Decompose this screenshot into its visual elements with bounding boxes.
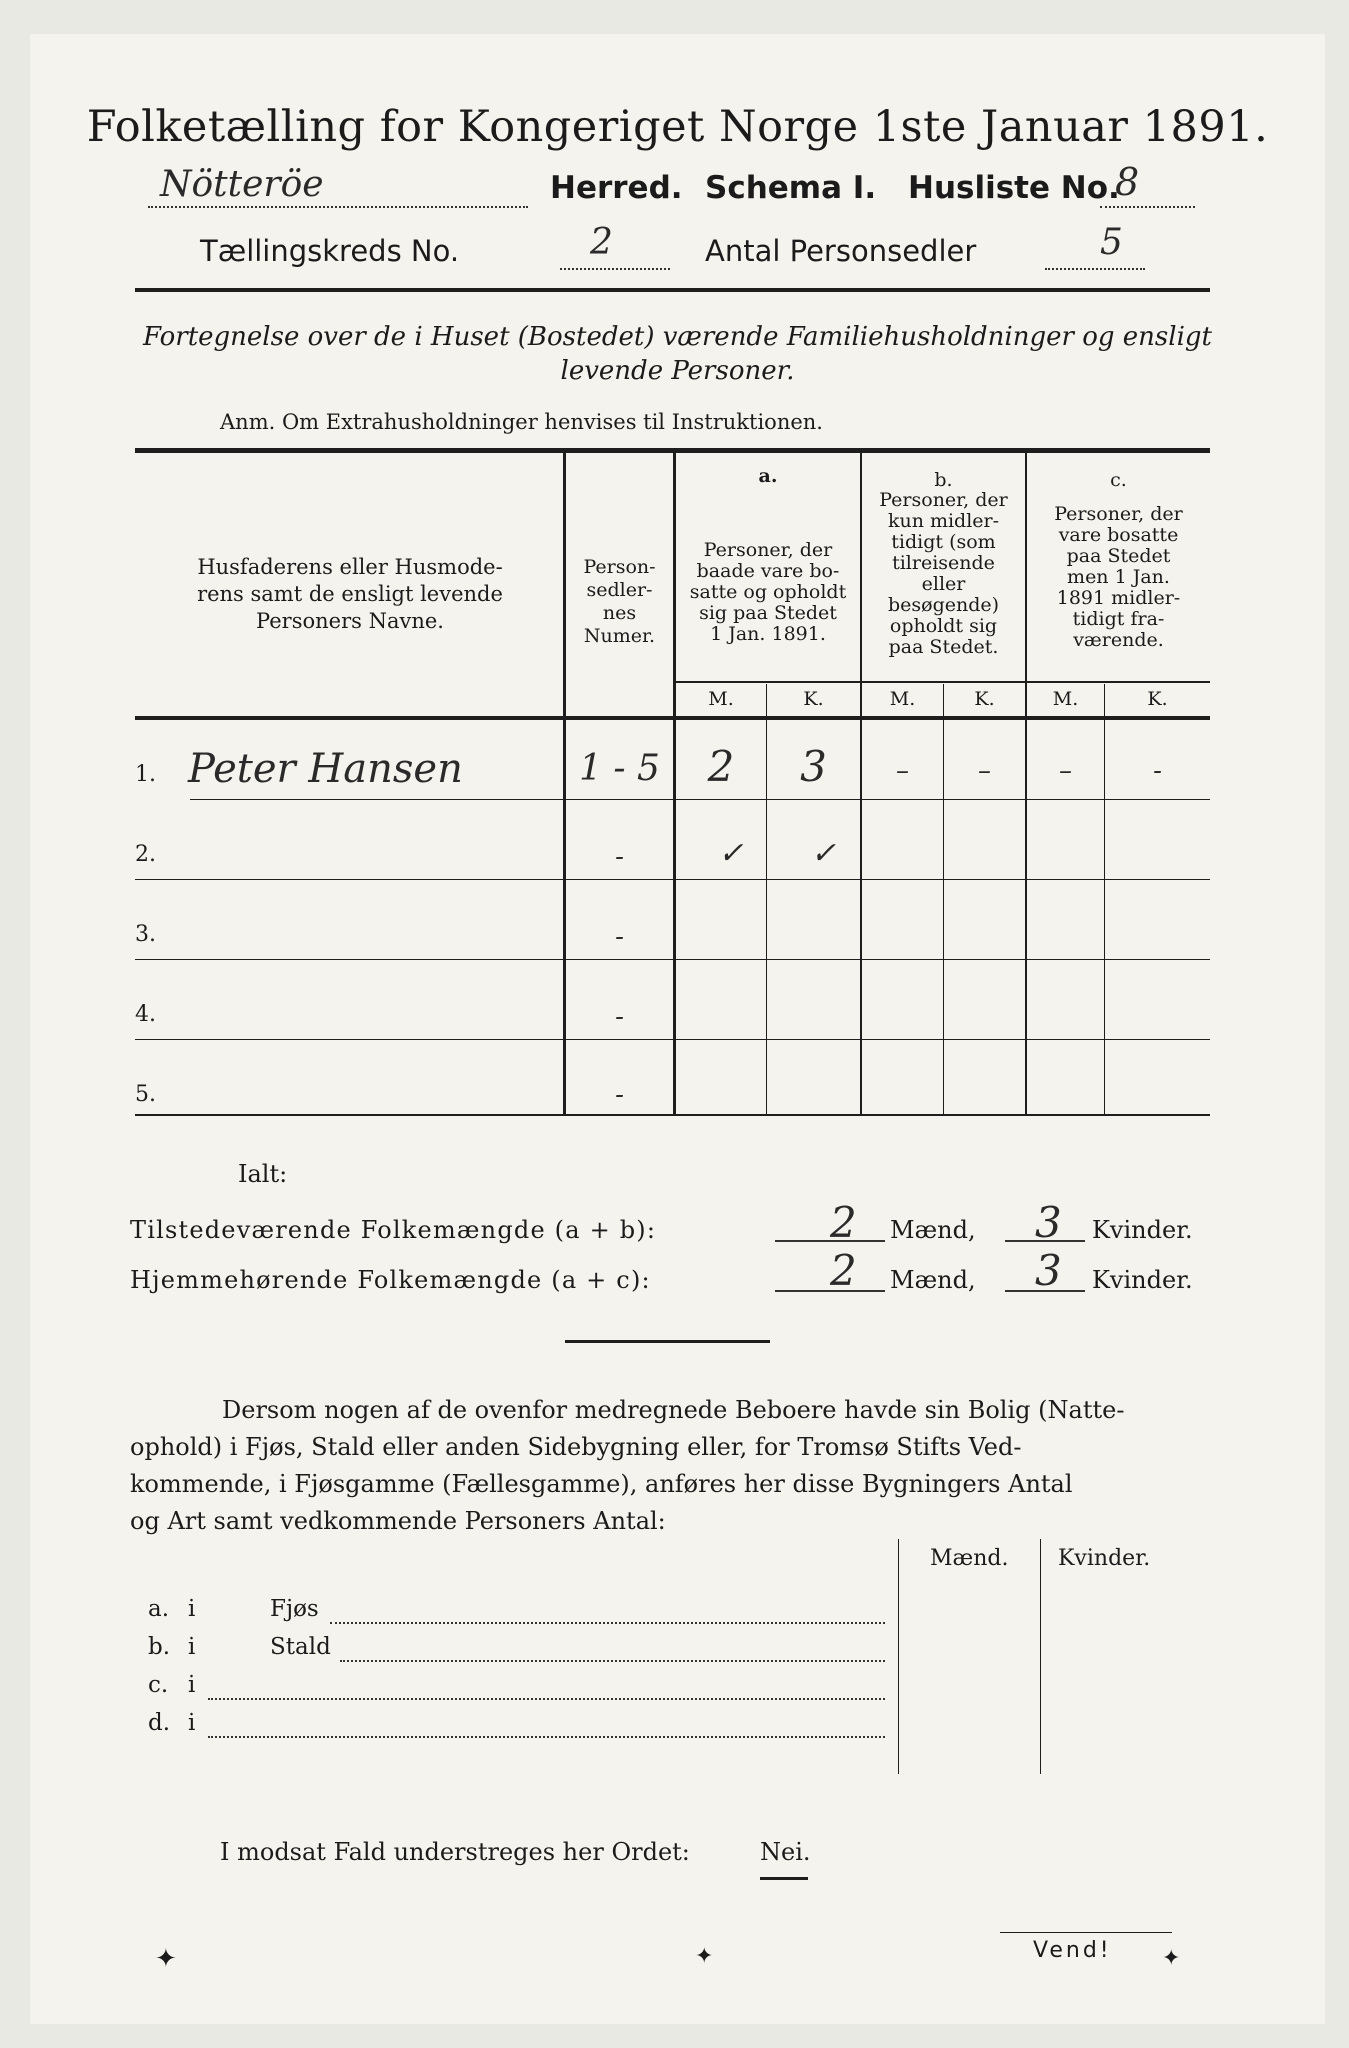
herred-value: Nötteröe [160,164,324,205]
registration-mark-icon: ✦ [1162,1946,1181,1971]
buildings-maend-header: Mænd. [930,1546,1009,1571]
person-number: - [615,842,624,872]
col-divider-b-mk [943,684,944,1114]
hjemme-maend-word: Mænd, [890,1266,976,1294]
building-i: i [188,1710,196,1736]
herred-label: Herred. [550,170,683,206]
person-number: - [615,1002,624,1032]
tilstede-maend-line [775,1240,885,1242]
personsedler-dotted-line [1045,268,1145,270]
person-number: - [615,1080,624,1110]
building-label: Fjøs [270,1596,319,1622]
building-dotted-line [208,1736,885,1738]
building-dotted-line [330,1622,885,1624]
col-a-header-line: Personer, der [703,539,833,561]
hjemme-label: Hjemmehørende Folkemængde (a + c): [130,1266,651,1294]
kreds-value: 2 [590,222,613,263]
ialt-label: Ialt: [238,1160,288,1188]
building-letter: a. [148,1596,170,1622]
col-b-header-line: tilreisende [892,552,995,574]
row-number: 5. [135,1082,156,1107]
col-a-letter: a. [758,465,778,487]
col-c-header-line: vare bosatte [1058,524,1179,546]
census-form-sheet [30,34,1325,2024]
col-c-header [1027,504,1210,651]
col-c-header-line: tidigt fra- [1072,608,1165,630]
form-title: Folketælling for Kongeriget Norge 1ste Januar 1891. [86,102,1269,152]
col-num-header-line: nes [602,602,637,624]
tilstede-kvinder-value: 3 [1035,1198,1062,1247]
tilstede-maend-word: Mænd, [890,1216,976,1244]
a-kvinder-checkmark: ✓ [810,836,837,871]
col-b-header-line: eller [921,573,966,595]
col-c-k-label: K. [1147,688,1168,710]
husliste-value: 8 [1115,160,1140,204]
nei-word: Nei. [760,1838,811,1866]
col-b-header [862,490,1025,658]
col-name-header [140,554,560,635]
col-name-header-line: Husfaderens eller Husmode- [197,555,503,579]
mk-subheader-rule [676,681,1210,683]
c-maend: – [1059,756,1072,786]
buildings-paragraph-line: ophold) i Fjøs, Stald eller anden Sidebygning eller, for Tromsø Stifts Ved- [130,1433,1022,1461]
husliste-dotted-line [1100,206,1195,208]
vend-rule [1000,1932,1172,1933]
col-c-m-label: M. [1052,688,1079,710]
col-b-header-line: besøgende) [887,594,1000,616]
building-letter: b. [148,1634,171,1660]
a-maend-checkmark: ✓ [718,836,744,871]
col-c-header-line: Personer, der [1054,503,1183,525]
col-num-header-line: Numer. [583,625,656,647]
kreds-dotted-line [560,268,670,270]
hjemme-kvinder-word: Kvinder. [1092,1266,1193,1294]
buildings-paragraph-line: kommende, i Fjøsgamme (Fællesgamme), anføres her disse Bygningers Antal [130,1470,1073,1498]
building-label: Stald [270,1634,331,1660]
a-maend: 2 [707,742,735,791]
hjemme-kvinder-line [1005,1290,1085,1292]
personsedler-label: Antal Personsedler [705,234,977,268]
col-b-header-line: opholdt sig [889,615,998,637]
buildings-col-divider-2 [1040,1539,1041,1774]
col-num-header [566,556,673,648]
building-dotted-line [208,1698,885,1700]
col-b-header-line: kun midler- [887,510,1000,532]
row-number: 3. [135,922,156,947]
intro-line-1: Fortegnelse over de i Huset (Bostedet) værende Familiehusholdninger og ensligt [143,322,1212,352]
anm-note: Anm. Om Extrahusholdninger henvises til Instruktionen. [220,410,823,434]
col-a-header-line: sig paa Stedet [699,602,837,624]
buildings-col-divider-1 [898,1539,899,1774]
col-b-k-label: K. [974,688,995,710]
registration-mark-icon: ✦ [155,1944,177,1974]
col-num-header-line: Person- [583,556,656,578]
header-rule [135,288,1210,292]
row-line-4 [135,1039,1210,1040]
registration-mark-icon: ✦ [695,1944,714,1969]
c-kvinder: - [1153,756,1162,786]
section-divider [565,1340,770,1343]
row-number: 2. [135,842,156,867]
building-letter: c. [148,1672,169,1698]
intro-line-2: levende Personer. [560,356,795,386]
col-c-header-line: men 1 Jan. [1067,566,1170,588]
person-number: 1 - 5 [579,748,660,789]
nei-underline [760,1877,808,1880]
row-line-3 [135,959,1210,960]
building-i: i [188,1596,196,1622]
a-kvinder: 3 [800,742,827,791]
col-a-header-line: 1 Jan. 1891. [710,623,826,645]
hjemme-maend-line [775,1290,885,1292]
tilstede-kvinder-line [1005,1240,1085,1242]
person-name: Peter Hansen [188,746,463,792]
b-kvinder: – [978,756,991,786]
col-name-header-line: Personers Navne. [256,609,444,633]
herred-dotted-line [148,206,528,208]
col-b-m-label: M. [889,688,916,710]
tilstede-maend-value: 2 [830,1198,857,1247]
building-i: i [188,1672,196,1698]
buildings-kvinder-header: Kvinder. [1058,1546,1151,1571]
row-line-2 [135,879,1210,880]
col-c-header-line: værende. [1073,629,1164,651]
col-a-header-line: satte og opholdt [689,581,847,603]
kreds-label: Tællingskreds No. [200,234,460,268]
row-number: 4. [135,1002,156,1027]
col-a-m-label: M. [708,688,734,710]
col-c-letter: c. [1110,469,1127,491]
col-a-header-line: baade vare bo- [696,560,840,582]
col-name-header-line: rens samt de ensligt levende [197,582,503,606]
col-a-k-label: K. [803,688,824,710]
col-c-header-line: 1891 midler- [1056,587,1181,609]
row-line-1 [190,799,1210,800]
tilstede-kvinder-word: Kvinder. [1092,1216,1193,1244]
person-number: - [615,922,624,952]
vend-label: Vend! [1033,1938,1112,1963]
table-bottom-rule [135,1114,1210,1116]
personsedler-value: 5 [1100,222,1123,263]
schema-label: Schema I. [705,170,877,206]
row-number: 1. [135,762,156,787]
col-a-header [676,540,860,645]
building-dotted-line [340,1660,885,1662]
col-b-header-line: tidigt (som [891,531,996,553]
col-b-header-line: Personer, der [879,489,1008,511]
buildings-paragraph-line: Dersom nogen af de ovenfor medregnede Beboere havde sin Bolig (Natte- [222,1396,1125,1424]
hjemme-maend-value: 2 [830,1246,857,1295]
buildings-paragraph-line: og Art samt vedkommende Personers Antal: [130,1507,666,1535]
col-b-letter: b. [934,469,953,491]
b-maend: – [896,756,909,786]
building-letter: d. [148,1710,171,1736]
husliste-label: Husliste No. [908,170,1120,206]
footer-note: I modsat Fald understreges her Ordet: [220,1838,690,1866]
tilstede-label: Tilstedeværende Folkemængde (a + b): [130,1216,657,1244]
hjemme-kvinder-value: 3 [1035,1246,1062,1295]
col-c-header-line: paa Stedet [1066,545,1171,567]
col-divider-c-mk [1104,684,1105,1114]
building-i: i [188,1634,196,1660]
col-num-header-line: sedler- [586,579,653,601]
col-b-header-line: paa Stedet. [888,636,999,658]
